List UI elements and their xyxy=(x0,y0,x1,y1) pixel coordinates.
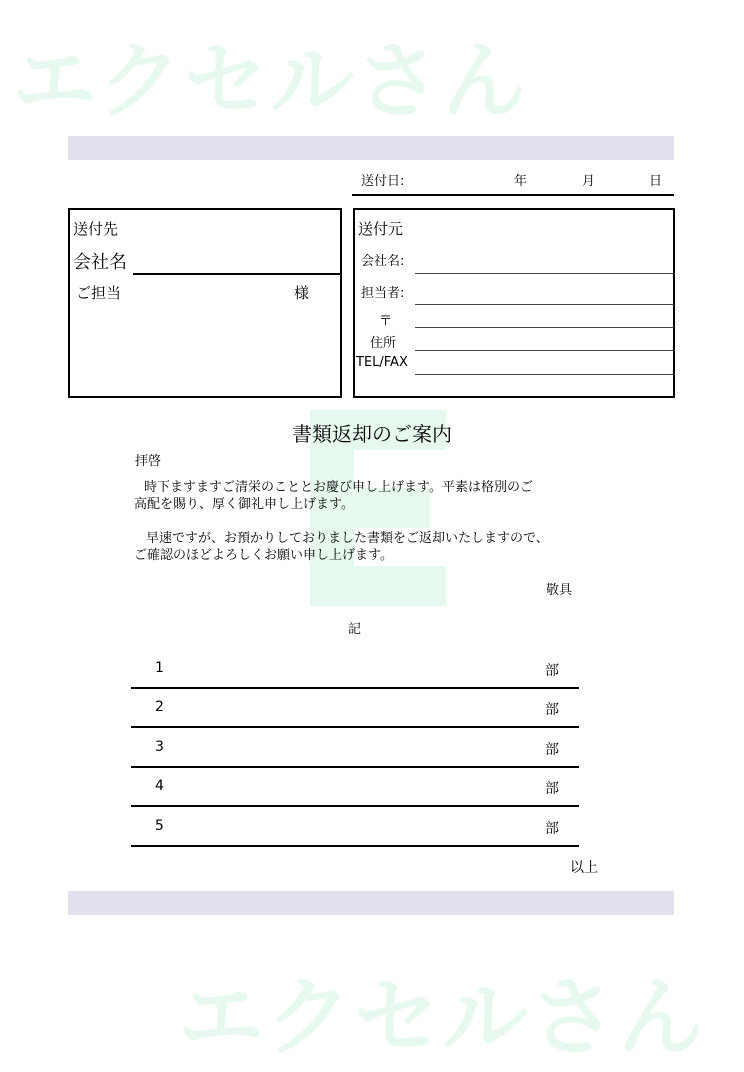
watermark-bottom: エクセルさん xyxy=(178,968,706,1068)
sender-company-label: 会社名: xyxy=(361,254,405,269)
item-row-4 xyxy=(131,766,579,807)
sender-contact-label: 担当者: xyxy=(361,286,405,301)
closing: 敬具 xyxy=(546,583,573,598)
sender-postal-label: 〒 xyxy=(379,314,393,329)
header-band xyxy=(68,136,674,160)
document-title: 書類返却のご案内 xyxy=(292,422,452,446)
item-number: 4 xyxy=(155,778,164,794)
item-number: 5 xyxy=(155,818,164,834)
greeting: 拝啓 xyxy=(135,454,162,469)
recipient-honorific: 様 xyxy=(294,284,310,302)
date-row xyxy=(352,170,674,196)
item-number: 1 xyxy=(155,660,164,676)
end-mark: 以上 xyxy=(570,860,598,876)
recipient-contact-label: ご担当 xyxy=(76,284,122,302)
recipient-company-label: 会社名 xyxy=(73,252,127,273)
paragraph1-line2: 高配を賜り、厚く御礼申し上げます。 xyxy=(134,497,354,512)
sender-heading: 送付元 xyxy=(358,220,404,238)
sender-contact-line xyxy=(415,304,674,305)
recipient-box xyxy=(68,208,342,398)
sender-company-line xyxy=(415,273,674,274)
date-label: 送付日: xyxy=(361,174,405,189)
sender-address-line xyxy=(415,350,674,351)
sender-telfax-label: TEL/FAX xyxy=(356,355,408,370)
recipient-company-underline xyxy=(133,273,341,275)
paragraph2-line2: ご確認のほどよろしくお願い申し上げます。 xyxy=(134,548,393,563)
item-unit: 部 xyxy=(545,821,559,837)
item-unit: 部 xyxy=(545,742,559,758)
record-heading: 記 xyxy=(348,622,362,637)
date-day-label: 日 xyxy=(649,174,663,189)
date-year-label: 年 xyxy=(514,174,528,189)
item-number: 2 xyxy=(155,699,164,715)
item-number: 3 xyxy=(155,739,164,755)
recipient-heading: 送付先 xyxy=(73,220,119,238)
footer-band xyxy=(68,891,674,915)
sender-postal-line xyxy=(415,327,674,328)
item-row-1 xyxy=(131,648,579,689)
sender-box xyxy=(353,208,675,398)
watermark-top: エクセルさん xyxy=(12,32,529,130)
date-month-label: 月 xyxy=(582,174,596,189)
paragraph2-line1: 早速ですが、お預かりしておりました書類をご返却いたしますので、 xyxy=(146,531,549,546)
item-row-2 xyxy=(131,687,579,728)
paragraph1-line1: 時下ますますご清栄のこととお慶び申し上げます。平素は格別のご xyxy=(144,480,533,495)
item-unit: 部 xyxy=(545,663,559,679)
sender-telfax-line xyxy=(415,374,674,375)
item-unit: 部 xyxy=(545,702,559,718)
item-unit: 部 xyxy=(545,781,559,797)
sender-address-label: 住所 xyxy=(370,336,397,351)
item-row-5 xyxy=(131,806,579,847)
item-row-3 xyxy=(131,727,579,768)
